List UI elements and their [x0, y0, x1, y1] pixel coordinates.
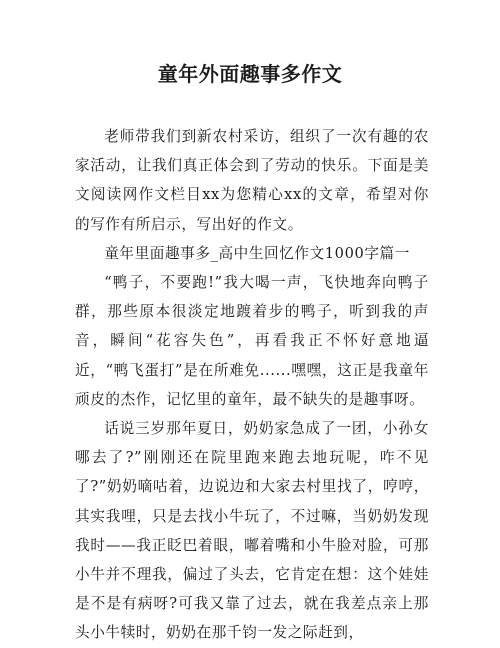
paragraph-calf: 话说三岁那年夏日，奶奶家急成了一团，小孙女哪去了?”刚刚还在院里跑来跑去地玩呢，咋不见了?”奶奶嘀咕着，边说边和大家去村里找了，哼哼，其实我哩，只是去找小牛玩了，不过嘛，当奶奶发现我时——我正眨巴着眼，嘟着嘴和小牛脸对脸，可那小牛并不理我，偏过了头去，它肯定在想：这个娃娃是不是有病呀?可我又靠了过去，就在我差点亲上那头小牛犊时，奶奶在那千钧一发之际赶到，: [75, 420, 429, 642]
paragraph-intro: 老师带我们到新农村采访，组织了一次有趣的农家活动，让我们真正体会到了劳动的快乐。下面是美文阅读网作文栏目xx为您精心xx的文章，希望对你的写作有所启示，写出好的作文。: [75, 128, 429, 233]
document-title: 童年外面趣事多作文: [157, 62, 343, 86]
paragraph-ducks: “鸭子，不要跑!”我大喝一声，飞快地奔向鸭子群，那些原本很淡定地踱着步的鸭子，听到我的声音，瞬间“花容失色”，再看我正不怀好意地逼近，“鸭飞蛋打”是在所难免......嘿嘿，这正是我童年顽皮的杰作，记忆里的童年，最不缺失的是趣事呀。: [75, 274, 429, 408]
paragraph-heading: 童年里面趣事多_高中生回忆作文1000字篇一: [104, 244, 410, 262]
document-body: [75, 122, 429, 648]
